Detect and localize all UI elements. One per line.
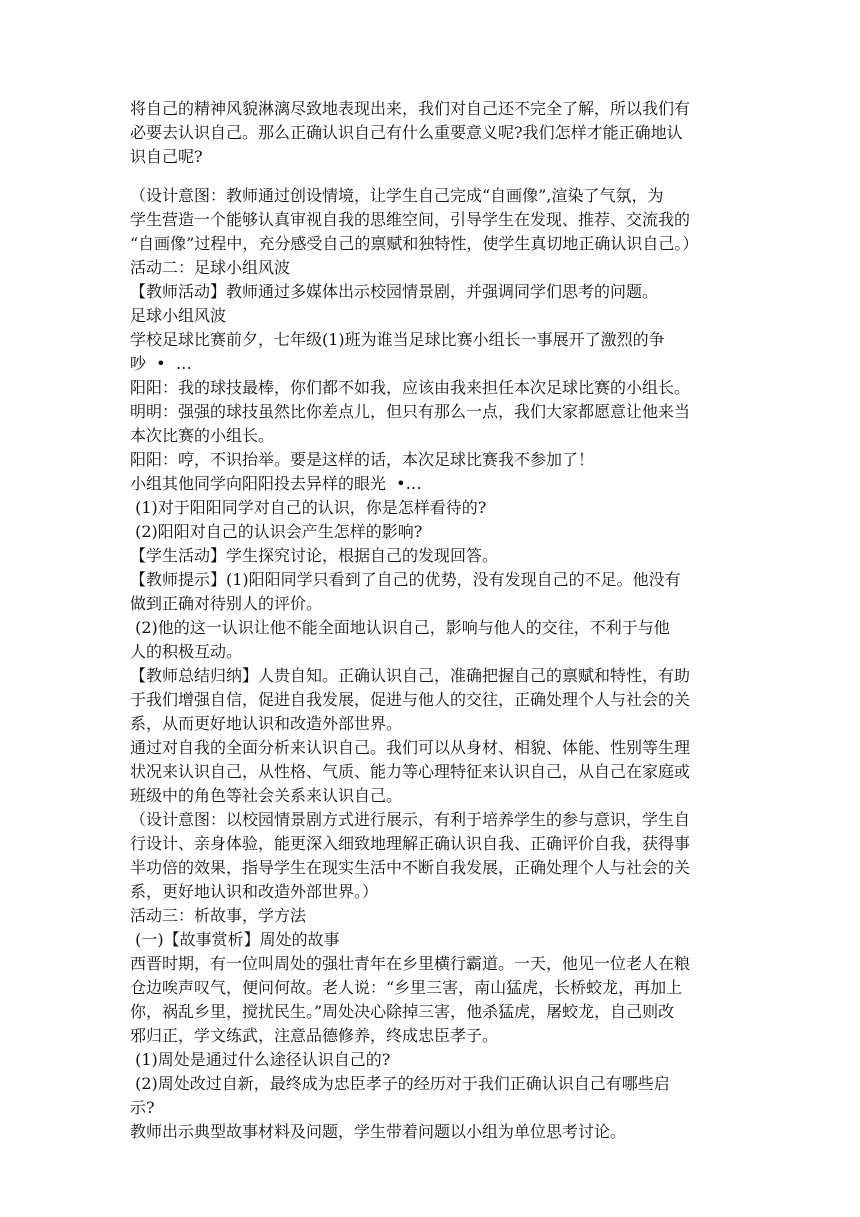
text-line: 仓边唉声叹气，便问何故。老人说：“乡里三害，南山猛虎，长桥蛟龙，再加上 — [130, 978, 683, 997]
paragraph — [130, 1120, 740, 1144]
text-line: 学校足球比赛前夕，七年级(1)班为谁当足球比赛小组长一事展开了激烈的争 — [130, 330, 665, 349]
paragraph — [130, 1072, 740, 1120]
text-line: 必要去认识自己。那么正确认识自己有什么重要意义呢?我们怎样才能正确地认 — [130, 123, 683, 142]
text-line: 学生营造一个能够认真审视自我的思维空间，引导学生在发现、推荐、交流我的 — [130, 210, 691, 229]
paragraph — [130, 736, 740, 808]
paragraph — [130, 1048, 740, 1072]
paragraph — [130, 97, 740, 169]
paragraph — [130, 520, 740, 544]
paragraph — [130, 328, 740, 376]
text-line: 做到正确对待别人的评价。 — [130, 594, 323, 613]
paragraph — [130, 304, 740, 328]
paragraph — [130, 928, 740, 952]
text-line: 示? — [130, 1098, 155, 1117]
paragraph — [130, 616, 740, 664]
paragraph — [130, 952, 740, 1048]
text-line: 系，更好地认识和改造外部世界。） — [130, 882, 379, 901]
text-line: 你，祸乱乡里，搅扰民生。”周处决心除掉三害，他杀猛虎，屠蛟龙，自己则改 — [130, 1002, 675, 1021]
paragraph — [130, 448, 740, 472]
text-line: 西晋时期，有一位叫周处的强壮青年在乡里横行霸道。一天，他见一位老人在粮 — [130, 954, 691, 973]
text-line: 人的积极互动。 — [130, 642, 243, 661]
text-line: (1)对于阳阳同学对自己的认识，你是怎样看待的? — [130, 498, 487, 517]
paragraph — [130, 904, 740, 928]
text-line: 于我们增强自信，促进自我发展，促进与他人的交往，正确处理个人与社会的关 — [130, 690, 691, 709]
text-line: (2)他的这一认识让他不能全面地认识自己，影响与他人的交往，不利于与他 — [130, 618, 670, 637]
text-line: 识自己呢? — [130, 147, 203, 166]
text-line: 本次比赛的小组长。 — [130, 426, 275, 445]
text-line: 通过对自我的全面分析来认识自己。我们可以从身材、相貌、体能、性别等生理 — [130, 738, 691, 757]
paragraph — [130, 400, 740, 448]
text-line: 状况来认识自己，从性格、气质、能力等心理特征来认识自己，从自己在家庭或 — [130, 762, 691, 781]
text-line: 活动三：析故事，学方法 — [130, 906, 307, 925]
text-line: （设计意图：以校园情景剧方式进行展示，有利于培养学生的参与意识，学生自 — [130, 810, 691, 829]
text-line: 行设计、亲身体验，能更深入细致地理解正确认识自我、正确评价自我，获得事 — [130, 834, 691, 853]
paragraph — [130, 280, 740, 304]
document-body — [130, 97, 740, 1144]
paragraph — [130, 544, 740, 568]
text-line: 教师出示典型故事材料及问题，学生带着问题以小组为单位思考讨论。 — [130, 1122, 627, 1141]
text-line: 【学生活动】学生探究讨论，根据自己的发现回答。 — [130, 546, 499, 565]
paragraph — [130, 568, 740, 616]
paragraph — [130, 472, 740, 496]
text-line: 阳阳：哼，不识抬举。要是这样的话，本次足球比赛我不参加了！ — [130, 450, 595, 469]
text-line: “自画像”过程中，充分感受自己的禀赋和独特性，使学生真切地正确认识自己。） — [130, 234, 699, 253]
text-line: 半功倍的效果，指导学生在现实生活中不断自我发展，正确处理个人与社会的关 — [130, 858, 691, 877]
text-line: 活动二：足球小组风波 — [130, 258, 291, 277]
text-line: 【教师总结归纳】人贵自知。正确认识自己，准确把握自己的禀赋和特性，有助 — [130, 666, 691, 685]
paragraph — [130, 256, 740, 280]
text-line: 【教师提示】(1)阳阳同学只看到了自己的优势，没有发现自己的不足。他没有 — [130, 570, 681, 589]
text-line: 明明：强强的球技虽然比你差点儿，但只有那么一点，我们大家都愿意让他来当 — [130, 402, 691, 421]
text-line: (1)周处是通过什么途径认识自己的? — [130, 1050, 391, 1069]
text-line: 【教师活动】教师通过多媒体出示校园情景剧，并强调同学们思考的问题。 — [130, 282, 659, 301]
paragraph-gap — [130, 169, 740, 184]
text-line: (2)周处改过自新，最终成为忠臣孝子的经历对于我们正确认识自己有哪些启 — [130, 1074, 670, 1093]
text-line: 邪归正，学文练武，注意品德修养，终成忠臣孝子。 — [130, 1026, 499, 1045]
text-line: 足球小组风波 — [130, 306, 227, 325]
text-line: (2)阳阳对自己的认识会产生怎样的影响? — [130, 522, 423, 541]
text-line: （设计意图：教师通过创设情境，让学生自己完成“自画像”,渲染了气氛，为 — [130, 186, 664, 205]
text-line: 班级中的角色等社会关系来认识自己。 — [130, 786, 403, 805]
text-line: 系，从而更好地认识和改造外部世界。 — [130, 714, 403, 733]
text-line: 吵 • … — [130, 354, 192, 373]
paragraph — [130, 664, 740, 736]
paragraph — [130, 184, 740, 256]
text-line: (一)【故事赏析】周处的故事 — [130, 930, 340, 949]
text-line: 小组其他同学向阳阳投去异样的眼光 •… — [130, 474, 422, 493]
paragraph — [130, 496, 740, 520]
paragraph — [130, 808, 740, 904]
text-line: 阳阳：我的球技最棒，你们都不如我，应该由我来担任本次足球比赛的小组长。 — [130, 378, 691, 397]
paragraph — [130, 376, 740, 400]
text-line: 将自己的精神风貌淋漓尽致地表现出来，我们对自己还不完全了解，所以我们有 — [130, 99, 691, 118]
